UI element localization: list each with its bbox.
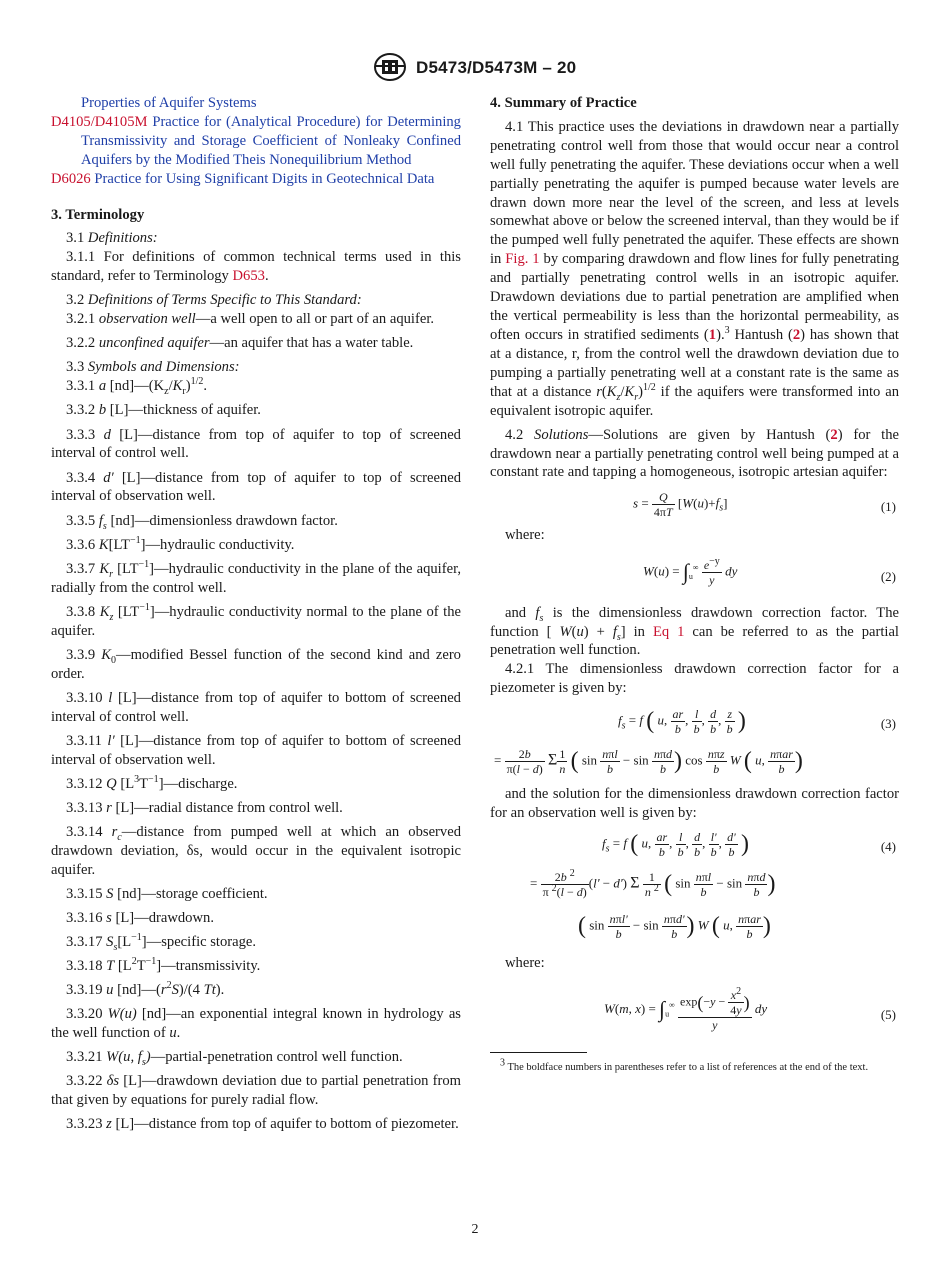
equation-2: $W(u) = \int_u^\infty$ $\frac{e^{-y}}{y}$ dy (2) (643, 555, 896, 587)
symbol-item: 3.3.21 W(u, $f_s)—partial$-penetration control well function. (66, 1049, 403, 1069)
astm-logo-icon (373, 52, 407, 82)
paragraph: and $f_s$ is the dimensionless drawdown correction factor. The function [ $W(u) + f_s$] in Eq 1 can be referred to as the partial penetration well function. (490, 604, 899, 659)
equation-4: $f_s = f$ ( u, $\frac{ar}{b}$ , $\frac{l}{b}$ , $\frac{d}{b}$ , $\frac{l'}{b}$ , $\frac{d'}{b}$ ) (4) (602, 830, 896, 860)
equation-5: W(m, $x) = \int_u^\infty$ exp(−y − $\frac{x^2}{4y}$ ) y dy (5) (604, 986, 896, 1033)
symbol-item: 3.3.3 d [L]—distance from top of aquifer to top of screened interval of control well. (51, 426, 461, 462)
section-heading: 3. Terminology (51, 206, 145, 223)
symbol-item: 3.3.8 $K_z$ $[LT^{-1}]—hydraulic$ conductivity normal to the plane of the aquifer. (51, 601, 461, 639)
symbol-item: 3.3.5 $f_s$ [nd]—dimensionless drawdown factor. (66, 512, 338, 532)
equation-4-expansion: = $\frac{2b ^2}{\pi ^2(l - d)}$ (l' − d') Σ $\frac{1}{n ^2}$ ( sin $\frac{\text{nπl}}{b}$ − sin $\frac{\text{nπd}}{b}$ ) (530, 868, 776, 900)
figure-link[interactable]: Fig. 1 (505, 251, 540, 268)
reference-link[interactable]: 2 (792, 326, 801, 343)
symbol-item: 3.3.11 l′ [L]—distance from top of aquifer to bottom of screened interval of observation well. (51, 732, 461, 768)
page-number: 2 (471, 1222, 479, 1237)
equation-1: s = $\frac{Q}{4\pi T}$ $[W(u)+f_s]$ (1) (633, 489, 896, 519)
symbol-item: 3.3.23 z [L]—distance from top of aquifer to bottom of piezometer. (66, 1116, 459, 1133)
reference-link-d6026[interactable]: D6026 (51, 170, 91, 187)
equation-3-expansion: = $\frac{2b}{\pi(l - d)}$ Σ $\frac{1}{n}$ ( sin $\frac{\text{nπl}}{b}$ − sin $\frac{\text{nπd}}{b}$ ) cos $\frac{\text{nπz}}{b}$ W ( u, $\frac{\text{nπar}}{b}$ ) (494, 747, 803, 777)
symbol-item: 3.3.22 δs [L]—drawdown deviation due to partial penetration from that given by equations for purely radial flow. (51, 1073, 461, 1109)
symbol-item: 3.3.10 l [L]—distance from top of aquifer to bottom of screened interval of control well. (51, 689, 461, 725)
reference-link-d653[interactable]: D653 (232, 268, 265, 285)
definition: 3.2.1 observation well—a well open to all or part of an aquifer. (66, 311, 435, 328)
symbol-item: 3.3.17 $S_s[L^{-1}]—specific$ storage. (66, 932, 257, 953)
page-header (0, 52, 950, 84)
footnote-divider (490, 1052, 587, 1053)
paragraph: 3.3 Symbols and Dimensions: (66, 359, 240, 376)
symbol-item: 3.3.12 Q $[L^3T^{-1}]—discharge$. (66, 773, 238, 792)
equation-link[interactable]: Eq 1 (652, 623, 685, 640)
equation-4-expansion-2: ( sin $\frac{\text{nπl'}}{b}$ − sin $\frac{\text{nπd'}}{b}$ ) W ( u, $\frac{\text{nπar}}{b}$ ) (578, 912, 771, 942)
symbol-item: 3.3.7 $K_r$ $[LT^{-1}]—hydraulic$ conductivity in the plane of the aquifer, radially from the control well. (51, 558, 461, 596)
reference-item: D6026 Practice for Using Significant Digits in Geotechnical Data (51, 170, 435, 187)
reference-item: Properties of Aquifer Systems (81, 95, 257, 111)
reference-item: D4105/D4105M Practice for (Analytical Procedure) for Determining Transmissivity and Storage Coefficient of Nonleaky Confined Aquifers by the Modified Theis Nonequilibrium Method (51, 113, 461, 168)
definition: 3.2.2 unconfined aquifer—an aquifer that has a water table. (66, 335, 414, 352)
reference-link: 2 (830, 426, 838, 443)
paragraph: 4.1 This practice uses the deviations in drawdown near a partially penetrating control well from those that would occur near a control well fully penetrating the aquifer. These deviations occur when a well partially penetrating the aquifer is pumped because water levels are drawn down more near the level of the screen, and less at levels somewhat above or below the screened interval, than they would be if the pumped well fully penetrated the aquifer. These effects are shown in Fig. 1 by comparing drawdown and flow lines for fully penetrating and partially penetrating control wells in an isotropic aquifer. Drawdown deviations due to partial penetration are amplified when the vertical permeability is less than the horizontal permeability, as often occurs in stratified sediments (1).$^3$ Hantush (2) has shown that at a distance, r, from the control well the drawdown deviation due to pumping a partially penetrating well at a constant rate is the same as that at a distance $r(K_z/K_r)^{1/2}$ if the aquifers were transformed into an equivalent isotropic aquifer. (490, 118, 900, 419)
symbol-item: 3.3.15 S [nd]—storage coefficient. (66, 885, 268, 902)
right-column (490, 94, 899, 1081)
symbol-item: 3.3.6 $K[LT^{-1}]—hydraulic$ conductivity. (66, 534, 295, 553)
equation-3: $f_s = f$ ( u, $\frac{ar}{b}$ , $\frac{l}{b}$ , $\frac{d}{b}$ , $\frac{z}{b}$ ) (3) (618, 707, 896, 737)
symbol-item: 3.3.19 u $[nd]—(r^2S)/(4$ Tt). (66, 980, 225, 999)
paragraph: where: (505, 955, 545, 972)
left-column (51, 94, 461, 1139)
symbol-item: 3.3.9 $K_0—modified$ Bessel function of the second kind and zero order. (51, 646, 461, 682)
symbol-item: 3.3.13 r [L]—radial distance from control well. (66, 799, 343, 816)
paragraph: and the solution for the dimensionless drawdown correction factor for an observation well is given by: (490, 786, 899, 822)
paragraph: where: (505, 526, 545, 543)
symbol-item: 3.3.20 W(u) [nd]—an exponential integral known in hydrology as the well function of u. (51, 1006, 461, 1042)
section-heading: 4. Summary of Practice (490, 95, 637, 111)
symbol-item: 3.3.16 s [L]—drawdown. (66, 909, 214, 926)
paragraph: 4.2 Solutions—Solutions are given by Hantush (2) for the drawdown near a partially penetrating control well being pumped at a constant rate and tapping a homogeneous, isotropic artesian aquifer: (490, 426, 899, 481)
paragraph: 3.1.1 For definitions of common technical terms used in this standard, refer to Terminology D653. (51, 249, 461, 285)
document-designation: D5473/D5473M – 20 (416, 58, 577, 77)
reference-link[interactable]: 1 (708, 326, 717, 343)
symbol-item: 3.3.14 $r_c—distance$ from pumped well at which an observed drawdown deviation, δs, would occur in the equivalent isotropic aquifer. (51, 823, 461, 878)
symbol-item: 3.3.2 b [L]—thickness of aquifer. (66, 402, 261, 419)
reference-link-d4105[interactable]: D4105/D4105M (51, 113, 148, 130)
paragraph: 3.1 Definitions: (66, 230, 158, 247)
symbol-item: 3.3.1 a $[nd]—(K_z/K_r)^{1/2}$. (66, 376, 208, 398)
symbol-item: 3.3.18 T $[L^2T^{-1}]—transmissivity$. (66, 956, 261, 975)
paragraph: 3.2 Definitions of Terms Specific to This Standard: (66, 292, 362, 309)
symbol-item: 3.3.4 d′ [L]—distance from top of aquifer to top of screened interval of observation well. (51, 469, 461, 505)
footnote: $^3$ The boldface numbers in parentheses refer to a list of references at the end of the text. (500, 1057, 869, 1074)
paragraph: 4.2.1 The dimensionless drawdown correction factor for a piezometer is given by: (490, 661, 899, 697)
